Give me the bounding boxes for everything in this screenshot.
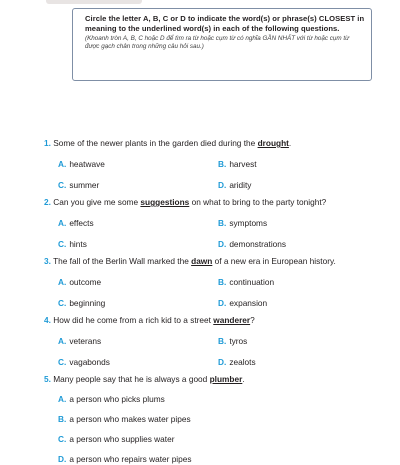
question-4 xyxy=(44,315,394,368)
option-text: symptoms xyxy=(229,218,268,228)
question-number: 4. xyxy=(44,315,51,325)
option-text: zealots xyxy=(229,357,256,367)
option-d[interactable] xyxy=(218,357,378,368)
question-number: 1. xyxy=(44,138,51,148)
question-1 xyxy=(44,138,394,191)
option-text: hints xyxy=(69,239,87,249)
option-letter: C. xyxy=(58,180,67,190)
option-text: outcome xyxy=(69,277,102,287)
question-stem xyxy=(44,256,394,267)
option-letter: D. xyxy=(218,357,227,367)
option-a[interactable] xyxy=(58,277,218,288)
option-c[interactable] xyxy=(58,180,218,191)
instruction-translation: (Khoanh tròn A, B, C hoặc D để tìm ra từ hoặc cụm từ có nghĩa GẦN NHẤT với từ hoặc cụm từ được gạch chân trong những câu hỏi sau.) xyxy=(85,35,350,51)
question-number: 5. xyxy=(44,374,51,384)
instruction-box xyxy=(72,8,372,81)
option-c[interactable] xyxy=(58,434,394,445)
option-text: heatwave xyxy=(69,159,105,169)
underlined-word: plumber xyxy=(209,374,243,384)
option-text: continuation xyxy=(229,277,275,287)
option-text: summer xyxy=(69,180,100,190)
option-a[interactable] xyxy=(58,336,218,347)
stem-text-after: . xyxy=(288,138,292,148)
option-b[interactable] xyxy=(218,277,378,288)
option-letter: B. xyxy=(218,159,227,169)
underlined-word: wanderer xyxy=(213,315,251,325)
option-letter: B. xyxy=(218,277,227,287)
option-text: harvest xyxy=(229,159,257,169)
question-list xyxy=(44,138,394,465)
stem-text-before: How did he come from a rich kid to a street xyxy=(53,315,214,325)
option-text: a person who repairs water pipes xyxy=(69,454,192,464)
question-stem xyxy=(44,374,394,385)
option-d[interactable] xyxy=(218,298,378,309)
option-letter: B. xyxy=(218,218,227,228)
option-letter: C. xyxy=(58,239,67,249)
underlined-word: dawn xyxy=(191,256,213,266)
question-2 xyxy=(44,197,394,250)
option-text: tyros xyxy=(229,336,248,346)
option-text: expansion xyxy=(229,298,268,308)
question-number: 3. xyxy=(44,256,51,266)
option-c[interactable] xyxy=(58,357,218,368)
stem-text-after: of a new era in European history. xyxy=(212,256,336,266)
option-letter: C. xyxy=(58,434,67,444)
option-letter: D. xyxy=(218,298,227,308)
option-letter: A. xyxy=(58,336,67,346)
option-letter: A. xyxy=(58,394,67,404)
stem-text-after: on what to bring to the party tonight? xyxy=(189,197,327,207)
option-letter: C. xyxy=(58,357,67,367)
option-text: a person who picks plums xyxy=(69,394,165,404)
option-b[interactable] xyxy=(58,414,394,425)
stem-text-before: The fall of the Berlin Wall marked the xyxy=(53,256,192,266)
option-a[interactable] xyxy=(58,159,218,170)
option-d[interactable] xyxy=(218,239,378,250)
option-letter: C. xyxy=(58,298,67,308)
option-text: beginning xyxy=(69,298,106,308)
underlined-word: drought xyxy=(257,138,289,148)
option-b[interactable] xyxy=(218,218,378,229)
option-letter: B. xyxy=(218,336,227,346)
option-text: a person who makes water pipes xyxy=(69,414,191,424)
stem-text-before: Many people say that he is always a good xyxy=(53,374,210,384)
instruction-text: Circle the letter A, B, C or D to indicate the word(s) or phrase(s) CLOSEST in meaning to the underlined word(s) in each of the following questions. xyxy=(85,14,365,33)
option-d[interactable] xyxy=(58,454,394,465)
stem-text-before: Some of the newer plants in the garden died during the xyxy=(53,138,258,148)
header-tab-strip xyxy=(46,0,142,4)
option-text: a person who supplies water xyxy=(69,434,175,444)
question-stem xyxy=(44,315,394,326)
option-grid xyxy=(44,208,394,250)
question-3 xyxy=(44,256,394,309)
option-text: aridity xyxy=(229,180,252,190)
option-letter: D. xyxy=(218,239,227,249)
stem-text-before: Can you give me some xyxy=(53,197,141,207)
option-text: demonstrations xyxy=(229,239,287,249)
option-letter: D. xyxy=(218,180,227,190)
option-letter: B. xyxy=(58,414,67,424)
stem-text-after: . xyxy=(242,374,245,384)
option-a[interactable] xyxy=(58,218,218,229)
underlined-word: suggestions xyxy=(140,197,190,207)
option-d[interactable] xyxy=(218,180,378,191)
option-b[interactable] xyxy=(218,159,378,170)
option-letter: D. xyxy=(58,454,67,464)
option-letter: A. xyxy=(58,277,67,287)
option-letter: A. xyxy=(58,218,67,228)
option-text: veterans xyxy=(69,336,102,346)
option-grid xyxy=(44,149,394,191)
option-text: vagabonds xyxy=(69,357,110,367)
option-list xyxy=(44,385,394,465)
option-b[interactable] xyxy=(218,336,378,347)
stem-text-after: ? xyxy=(250,315,255,325)
option-text: effects xyxy=(69,218,94,228)
question-5 xyxy=(44,374,394,465)
option-c[interactable] xyxy=(58,239,218,250)
question-number: 2. xyxy=(44,197,51,207)
option-letter: A. xyxy=(58,159,67,169)
question-stem xyxy=(44,138,394,149)
option-grid xyxy=(44,326,394,368)
question-stem xyxy=(44,197,394,208)
option-grid xyxy=(44,267,394,309)
option-c[interactable] xyxy=(58,298,218,309)
